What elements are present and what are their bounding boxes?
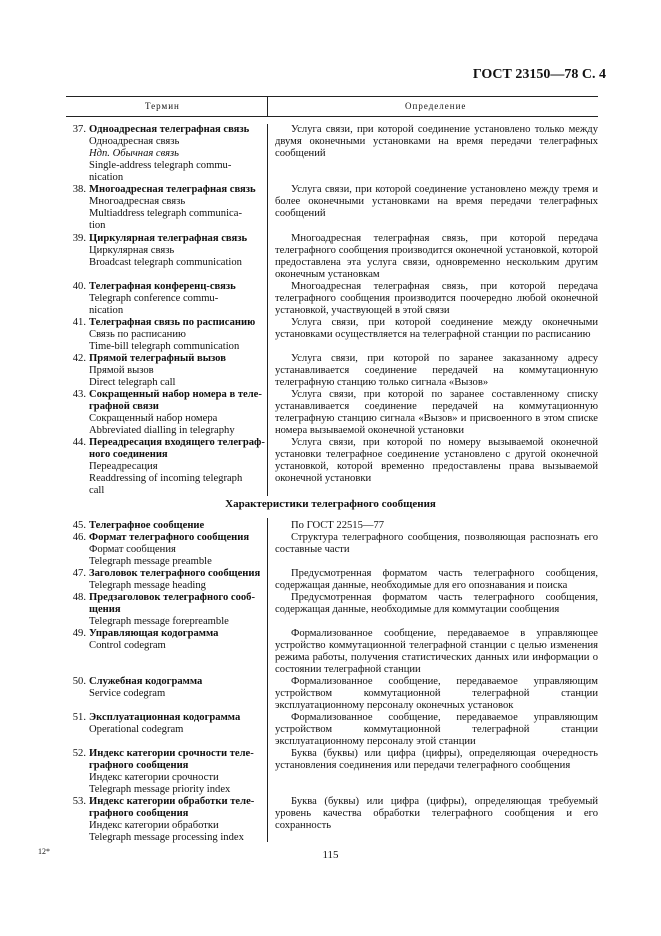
term-synonym: Индекс категории срочности [89, 772, 219, 783]
term-number: 39. [72, 233, 86, 244]
term-synonym: Связь по расписанию [89, 329, 186, 340]
term-synonym: Переадресация [89, 461, 158, 472]
definition-cell [275, 437, 598, 485]
definition-text: Многоадресная телеграфная связь, при которой передача телеграфного сообщения производится оконечной установкой, которой предоставлена эта услуга связи, одновременно нескольким другим оконечным установкам [275, 233, 598, 280]
term-name: графного сообщения [89, 760, 189, 771]
term-synonym: Direct telegraph call [89, 377, 176, 388]
term-name: Многоадресная телеграфная связь [89, 184, 256, 195]
term-cell [66, 124, 262, 184]
term-synonym: Одноадресная связь [89, 136, 180, 147]
term-number: 53. [72, 796, 86, 807]
term-cell [66, 796, 262, 844]
definition-cell [275, 748, 598, 772]
column-header-definition: Определение [405, 101, 467, 111]
term-number: 50. [72, 676, 86, 687]
definition-text: Формализованное сообщение, передаваемое управляющим устройством коммутационной телеграфной станции эксплуатационному персоналу оконечных установок [275, 676, 598, 711]
term-number: 46. [72, 532, 86, 543]
term-cell [66, 184, 262, 232]
definition-text: Предусмотренная форматом часть телеграфного сообщения, содержащая данные, необходимые для коммутации сообщения [275, 592, 598, 615]
term-name: Заголовок телеграфного сообщения [89, 568, 261, 579]
definition-text: Услуга связи, при которой соединение между оконечными установками осуществляется на телеграфной станции по расписанию [275, 317, 598, 340]
term-synonym: Сокращенный набор номера [89, 413, 218, 424]
term-name: Телеграфная связь по расписанию [89, 317, 256, 328]
term-synonym: Прямой вызов [89, 365, 154, 376]
definition-text: Формализованное сообщение, передаваемое управляющим устройством коммутационной телеграфной станции эксплуатационному персоналу этой станции [275, 712, 598, 747]
definition-cell [275, 233, 598, 281]
term-number: 51. [72, 712, 86, 723]
term-synonym: Abbreviated dialling in telegraphy [89, 425, 235, 436]
definition-text: По ГОСТ 22515—77 [291, 520, 385, 531]
definition-cell [275, 628, 598, 676]
term-synonym: Индекс категории обработки [89, 820, 219, 831]
term-cell [66, 628, 262, 652]
term-synonym: Telegraph message forepreamble [89, 616, 229, 627]
term-synonym: Readdressing of incoming telegraph [89, 473, 243, 484]
term-synonym: Control codegram [89, 640, 166, 651]
page-number: 115 [322, 849, 339, 861]
header-divider [267, 96, 268, 116]
column-divider-b [267, 518, 268, 842]
table-header-rule [66, 116, 598, 117]
term-cell [66, 568, 262, 592]
term-name: Эксплуатационная кодограмма [89, 712, 241, 723]
term-number: 38. [72, 184, 86, 195]
term-number: 44. [72, 437, 86, 448]
term-number: 47. [72, 568, 86, 579]
definition-cell [275, 389, 598, 437]
definition-cell [275, 353, 598, 389]
term-synonym: Циркулярная связь [89, 245, 175, 256]
term-number: 52. [72, 748, 86, 759]
definition-text: Услуга связи, при которой соединение установлено между тремя и более оконечными установками на время передачи телеграфных сообщений [275, 184, 598, 219]
definition-text: Многоадресная телеграфная связь, при которой передача телеграфного сообщения производится поочередно любой оконечной установкой, участвующей в этой связи [275, 281, 598, 316]
term-number: 48. [72, 592, 86, 603]
term-synonym: Operational codegram [89, 724, 184, 735]
term-name: Индекс категории обработки теле- [89, 796, 255, 807]
term-synonym: Broadcast telegraph communication [89, 257, 242, 268]
term-name: Телеграфное сообщение [89, 520, 205, 531]
term-name: графной связи [89, 401, 159, 412]
definition-cell [275, 281, 598, 317]
definition-text: Услуга связи, при которой соединение установлено только между двумя оконечными установками на время передачи телеграфных сообщений [275, 124, 598, 159]
term-cell [66, 676, 262, 700]
definition-cell [275, 592, 598, 616]
term-name: Прямой телеграфный вызов [89, 353, 226, 364]
term-name: Индекс категории срочности теле- [89, 748, 254, 759]
term-synonym: nication [89, 305, 124, 316]
term-synonym: Ндп. Обычная связь [89, 148, 179, 159]
section-title: Характеристики телеграфного сообщения [225, 498, 436, 510]
term-name: Предзаголовок телеграфного сооб- [89, 592, 256, 603]
term-number: 45. [72, 520, 86, 531]
header-code: ГОСТ 23150—78 С. 4 [472, 67, 606, 82]
term-cell [66, 712, 262, 736]
term-synonym: call [89, 485, 105, 496]
definition-text: Услуга связи, при которой по заранее заказанному адресу устанавливается соединение передачей на коммутационную телеграфную станцию только сигнала «Вызов» [275, 353, 598, 388]
definition-cell [275, 532, 598, 556]
term-number: 37. [72, 124, 86, 135]
table-top-rule [66, 96, 598, 97]
term-cell [66, 389, 262, 437]
term-cell [66, 317, 262, 353]
term-name: графного сообщения [89, 808, 189, 819]
definition-cell [275, 184, 598, 220]
definition-cell [275, 520, 598, 532]
term-name: Служебная кодограмма [89, 676, 203, 687]
term-cell [66, 233, 262, 269]
term-number: 43. [72, 389, 86, 400]
term-name: ного соединения [89, 449, 168, 460]
term-number: 41. [72, 317, 86, 328]
definition-text: Буква (буквы) или цифра (цифры), определяющая очередность установления соединения или передачи телеграфного сообщения [275, 748, 598, 771]
term-name: Телеграфная конференц-связь [89, 281, 236, 292]
term-name: Сокращенный набор номера в теле- [89, 389, 262, 400]
term-cell [66, 281, 262, 317]
term-number: 42. [72, 353, 86, 364]
term-cell [66, 353, 262, 389]
term-synonym: Telegraph conference commu- [89, 293, 219, 304]
term-cell [66, 520, 262, 532]
term-synonym: Telegraph message processing index [89, 832, 244, 843]
term-cell [66, 532, 262, 568]
term-synonym: Telegraph message heading [89, 580, 206, 591]
term-synonym: Многоадресная связь [89, 196, 186, 207]
definition-text: Структура телеграфного сообщения, позволяющая распознать его составные части [275, 532, 598, 555]
term-name: Формат телеграфного сообщения [89, 532, 250, 543]
term-cell [66, 748, 262, 796]
column-divider-a [267, 124, 268, 496]
term-synonym: nication [89, 172, 124, 183]
definition-text: Услуга связи, при которой по заранее составленному списку устанавливается соединение передачей на коммутационную телеграфную станцию сигнала «Вызов» и присвоенного в этом списке номера вызываемой оконечной установки [275, 389, 598, 436]
definition-cell [275, 317, 598, 341]
term-synonym: Telegraph message priority index [89, 784, 231, 795]
term-name: Переадресация входящего телеграф- [89, 437, 265, 448]
definition-cell [275, 712, 598, 748]
term-synonym: tion [89, 220, 106, 231]
definition-text: Предусмотренная форматом часть телеграфного сообщения, содержащая данные, необходимые для его опознавания и поиска [275, 568, 598, 591]
term-synonym: Time-bill telegraph communication [89, 341, 240, 352]
term-cell [66, 437, 265, 497]
term-name: Одноадресная телеграфная связь [89, 124, 250, 135]
term-name: Управляющая кодограмма [89, 628, 219, 639]
term-name: Циркулярная телеграфная связь [89, 233, 248, 244]
footer-mark: 12* [38, 847, 50, 856]
term-name: щения [89, 604, 121, 615]
definition-cell [275, 568, 598, 592]
term-synonym: Single-address telegraph commu- [89, 160, 232, 171]
definition-cell [275, 676, 598, 712]
term-number: 49. [72, 628, 86, 639]
term-number: 40. [72, 281, 86, 292]
term-synonym: Service codegram [89, 688, 166, 699]
definition-cell [275, 796, 598, 832]
term-synonym: Формат сообщения [89, 544, 176, 555]
term-synonym: Telegraph message preamble [89, 556, 212, 567]
term-synonym: Multiaddress telegraph communica- [89, 208, 242, 219]
definition-text: Услуга связи, при которой по номеру вызываемой оконечной установки телеграфное соединение установлено с другой оконечной установкой, которой временно предоставлены права вызываемой оконечной установки [275, 437, 598, 484]
definition-text: Формализованное сообщение, передаваемое в управляющее устройство коммутационной телеграфной станции с целью изменения режима работы, получения статистических данных или информации о состоянии телеграфной станции [275, 628, 598, 675]
definition-text: Буква (буквы) или цифра (цифры), определяющая требуемый уровень качества обработки телеграфного сообщения и его сохранность [275, 796, 598, 831]
definition-cell [275, 124, 598, 160]
column-header-term: Термин [145, 101, 180, 111]
term-cell [66, 592, 262, 628]
